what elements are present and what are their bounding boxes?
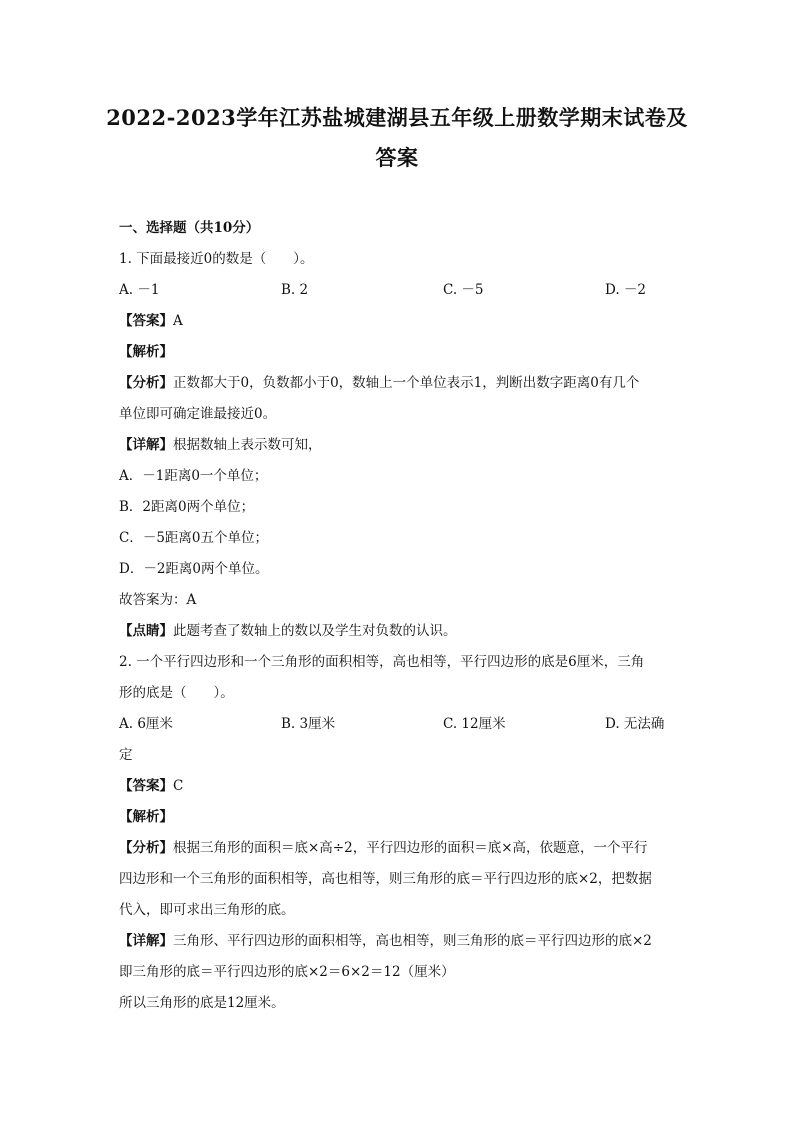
q2-detail-text-1: 三角形、平行四边形的面积相等，高也相等，则三角形的底＝平行四边形的底×2: [173, 933, 652, 949]
document-body: [119, 213, 676, 1019]
question-2-stem-line-2: 形的底是（ ）。: [119, 685, 234, 701]
document-title: [100, 98, 694, 178]
q1-detail-d: D．－2距离0两个单位。: [119, 561, 269, 577]
q2-analysis-tag: 【解析】: [119, 809, 173, 825]
q1-option-d: D. －2: [605, 282, 647, 298]
q1-detail-intro: [119, 430, 676, 461]
q1-option-b: B. 2: [281, 282, 309, 298]
q2-option-b: B. 3厘米: [281, 716, 336, 732]
q2-fenxi-text-1: 根据三角形的面积＝底×高÷2，平行四边形的面积＝底×高，依题意，一个平行: [173, 840, 648, 856]
q1-option-c: C. －5: [443, 282, 484, 298]
q1-conclusion: 故答案为：A: [119, 592, 197, 608]
q2-option-a: A. 6厘米: [119, 716, 173, 732]
q2-option-d-wrap: 定: [119, 747, 133, 763]
q1-detail-intro-text: 根据数轴上表示数可知，: [173, 437, 322, 453]
q1-option-a: A. －1: [119, 282, 160, 298]
q1-answer-line: [119, 306, 676, 337]
q2-detail-line-1: [119, 926, 676, 957]
q2-fenxi-line-2: 四边形和一个三角形的面积相等，高也相等，则三角形的底＝平行四边形的底×2，把数据: [119, 871, 652, 887]
q2-option-d: D. 无法确: [605, 716, 665, 732]
fenxi-tag: 【分析】: [119, 840, 173, 856]
q2-fenxi-line-3: 代入，即可求出三角形的底。: [119, 902, 295, 918]
q2-fenxi-line-1: [119, 833, 676, 864]
q1-analysis-tag: 【解析】: [119, 344, 173, 360]
question-2-stem-line-1: 2. 一个平行四边形和一个三角形的面积相等，高也相等，平行四边形的底是6厘米，三角: [119, 654, 645, 670]
q2-detail-line-2: 即三角形的底＝平行四边形的底×2＝6×2＝12（厘米）: [119, 964, 455, 980]
q1-detail-a: A．－1距离0一个单位；: [119, 468, 268, 484]
q2-answer: C: [173, 778, 184, 794]
question-2-options: [119, 709, 676, 740]
q1-dianjing-text: 此题考查了数轴上的数以及学生对负数的认识。: [173, 623, 457, 639]
detail-tag: 【详解】: [119, 437, 173, 453]
q1-detail-c: C．－5距离0五个单位；: [119, 530, 269, 546]
q2-answer-line: [119, 771, 676, 802]
q1-dianjing: [119, 616, 676, 647]
q1-fenxi-line-2: 单位即可确定谁最接近0。: [119, 406, 277, 422]
answer-tag: 【答案】: [119, 313, 173, 329]
q1-answer: A: [173, 313, 183, 329]
q1-detail-b: B．2距离0两个单位；: [119, 499, 255, 515]
title-line-2: 答案: [375, 145, 419, 170]
q1-fenxi-line-1: [119, 368, 676, 399]
answer-tag: 【答案】: [119, 778, 173, 794]
dianjing-tag: 【点睛】: [119, 623, 173, 639]
question-1-options: [119, 275, 676, 306]
section-heading: 一、选择题（共10分）: [119, 220, 260, 236]
q2-detail-line-3: 所以三角形的底是12厘米。: [119, 995, 285, 1011]
q2-option-c: C. 12厘米: [443, 716, 506, 732]
detail-tag: 【详解】: [119, 933, 173, 949]
q1-fenxi-text-1: 正数都大于0，负数都小于0，数轴上一个单位表示1，判断出数字距离0有几个: [173, 375, 640, 391]
fenxi-tag: 【分析】: [119, 375, 173, 391]
question-1-stem: 1. 下面最接近0的数是（ ）。: [119, 251, 314, 267]
title-line-1: 2022-2023学年江苏盐城建湖县五年级上册数学期末试卷及: [106, 105, 688, 130]
